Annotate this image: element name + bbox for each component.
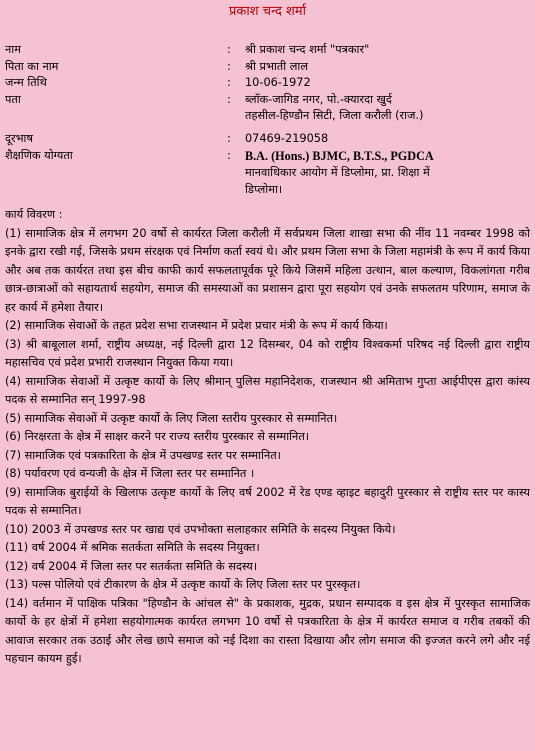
profile-value bbox=[245, 92, 530, 125]
career-heading: कार्य विवरण : bbox=[5, 208, 63, 222]
career-item-8: (8) पर्यावरण एवं वन्यजी के क्षेत्र में जिला स्तर पर सम्मानित । bbox=[5, 467, 255, 481]
profile-row-father bbox=[5, 59, 530, 76]
career-item-5: (5) सामाजिक सेवाओं में उत्कृष्ट कार्यो के लिए जिला स्तरीय पुरस्कार से सम्मानित। bbox=[5, 411, 338, 425]
profile-row-phone bbox=[5, 131, 530, 148]
career-item-1: (1) सामाजिक क्षेत्र में लगभग 20 वर्षो से कार्यरत जिला करौली में सर्वप्रथम जिला शाखा सभा की नींव 11 नवम्बर 1998 को इनके द्वारा रखी गई, जिसके प्रथम संरक्षक एवं निर्माण कर्ता स्वयं थे। और प्रथम जिला सभा के जिला महामंत्री के रूप में कार्य किया और अब तक कार्यरत तथा इस बीच काफी कार्य सफलतापूर्वक पूरे किये जिसमें महिला उत्थान, बाल कल्याण, विकलांगता गरीब छात्र-छात्राओं को सहायतार्थ सहयोग, समाज की समस्याओं का प्रशासन द्वारा पूरा सहयोग एवं उनके सफलतम परिणाम, समाज के हर कार्य में हमेशा तैयार। bbox=[5, 226, 530, 314]
career-item-6: (6) निरक्षरता के क्षेत्र में साक्षर करने पर राज्य स्तरीय पुरस्कार से सम्मानित। bbox=[5, 430, 310, 444]
career-item-3: (3) श्री बाबूलाल शर्मा, राष्ट्रीय अध्यक्ष, नई दिल्ली द्वारा 12 दिसम्बर, 04 को राष्ट्रीय विश्वकर्मा परिषद नई दिल्ली द्वारा राष्ट्रीय महासचिव एवं प्रदेश प्रभारी राजस्थान नियुक्त किया गया। bbox=[5, 337, 530, 370]
profile-separator: : bbox=[227, 148, 231, 162]
profile-row-name bbox=[5, 42, 530, 59]
career-item-11: (11) वर्ष 2004 में श्रमिक सतर्कता समिति के सदस्य नियुक्त। bbox=[5, 541, 260, 555]
profile-value: श्री प्रभाती लाल bbox=[245, 59, 309, 73]
profile-value: श्री प्रकाश चन्द शर्मा "पत्रकार" bbox=[245, 43, 370, 56]
profile-label: दूरभाष bbox=[5, 131, 34, 145]
profile-separator: : bbox=[227, 59, 231, 73]
career-item-7: (7) सामाजिक एवं पत्रकारिता के क्षेत्र में उपखण्ड स्तर पर सम्मानित। bbox=[5, 448, 281, 462]
profile-label: पिता का नाम bbox=[5, 59, 59, 73]
profile-row-education bbox=[5, 148, 530, 199]
profile-row-dob bbox=[5, 75, 530, 92]
profile-section bbox=[5, 42, 530, 198]
page-title: प्रकाश चन्द शर्मा bbox=[228, 4, 306, 19]
career-item-14: (14) वर्तमान में पाक्षिक पत्रिका "हिण्डौन के आंचल से" के प्रकाशक, मुद्रक, प्रधान सम्पादक व इस क्षेत्र में पुरस्कृत सामाजिक कार्यो के हर क्षेत्रों में हमेशा सहयोगात्मक कार्यरत लगभग 10 वर्षो से पत्रकारिता के क्षेत्र में कार्यरत समाज व गरीब तबकों की आवाज सरकार तक उठाई और लेख छापे समाज को नई दिशा का रास्ता दिखाया और लोग समाज की इज्जत करने लगे और नई पहचान कायम हुई। bbox=[5, 596, 530, 666]
career-section bbox=[5, 206, 530, 669]
career-item-9: (9) सामाजिक बुराईयों के खिलाफ उत्कृष्ट कार्यो के लिए वर्ष 2002 में रेड एण्ड व्हाइट बहादुरी पुरस्कार से राष्ट्रीय स्तर पर कास्य पदक से सम्मानित। bbox=[5, 485, 530, 518]
profile-label: नाम bbox=[5, 43, 21, 56]
career-item-2: (2) सामाजिक सेवाओं के तहत प्रदेश सभा राजस्थान में प्रदेश प्रचार मंत्री के रूप में कार्य किया। bbox=[5, 319, 388, 333]
profile-label: जन्म तिथि bbox=[5, 76, 47, 90]
education-line-2: मानवाधिकार आयोग में डिप्लोमा, प्रा. शिक्षा में bbox=[245, 166, 430, 180]
profile-value: 10-06-1972 bbox=[245, 76, 311, 90]
career-item-10: (10) 2003 में उपखण्ड स्तर पर खाद्य एवं उपभोक्ता सलाहकार समिति के सदस्य नियुक्त किये। bbox=[5, 522, 396, 536]
profile-value bbox=[245, 148, 530, 199]
profile-separator: : bbox=[227, 92, 231, 106]
address-line-2: तहसील-हिण्डौन सिटी, जिला करौली (राज.) bbox=[245, 109, 424, 123]
career-item-12: (12) वर्ष 2004 में जिला स्तर पर सतर्कता समिति के सदस्य। bbox=[5, 559, 258, 573]
profile-label: शैक्षणिक योग्यता bbox=[5, 148, 73, 162]
career-item-4: (4) सामाजिक सेवाओं में उत्कृष्ट कार्यो के लिए श्रीमान् पुलिस महानिदेशक, राजस्थान श्री अमिताभ गुप्ता आईपीएस द्वारा कांस्य पदक से सम्मानित सन् 1997-98 bbox=[5, 374, 530, 407]
address-line-1: ब्लॉक-जागिड नगर, पो.-क्यारदा खुर्द bbox=[245, 92, 392, 106]
degree-text: B.A. (Hons.) BJMC, B.T.S., PGDCA bbox=[245, 148, 434, 163]
education-line-3: डिप्लोमा। bbox=[245, 182, 283, 196]
career-item-13: (13) पल्स पोलियो एवं टीकारण के क्षेत्र में उत्कृष्ट कार्यो के लिए जिला स्तर पर पुरस्कृत। bbox=[5, 578, 361, 592]
profile-separator: : bbox=[227, 131, 231, 145]
profile-separator: : bbox=[227, 43, 231, 56]
profile-label: पता bbox=[5, 92, 21, 106]
profile-separator: : bbox=[227, 76, 231, 90]
profile-value: 07469-219058 bbox=[245, 131, 329, 145]
profile-row-address bbox=[5, 92, 530, 125]
